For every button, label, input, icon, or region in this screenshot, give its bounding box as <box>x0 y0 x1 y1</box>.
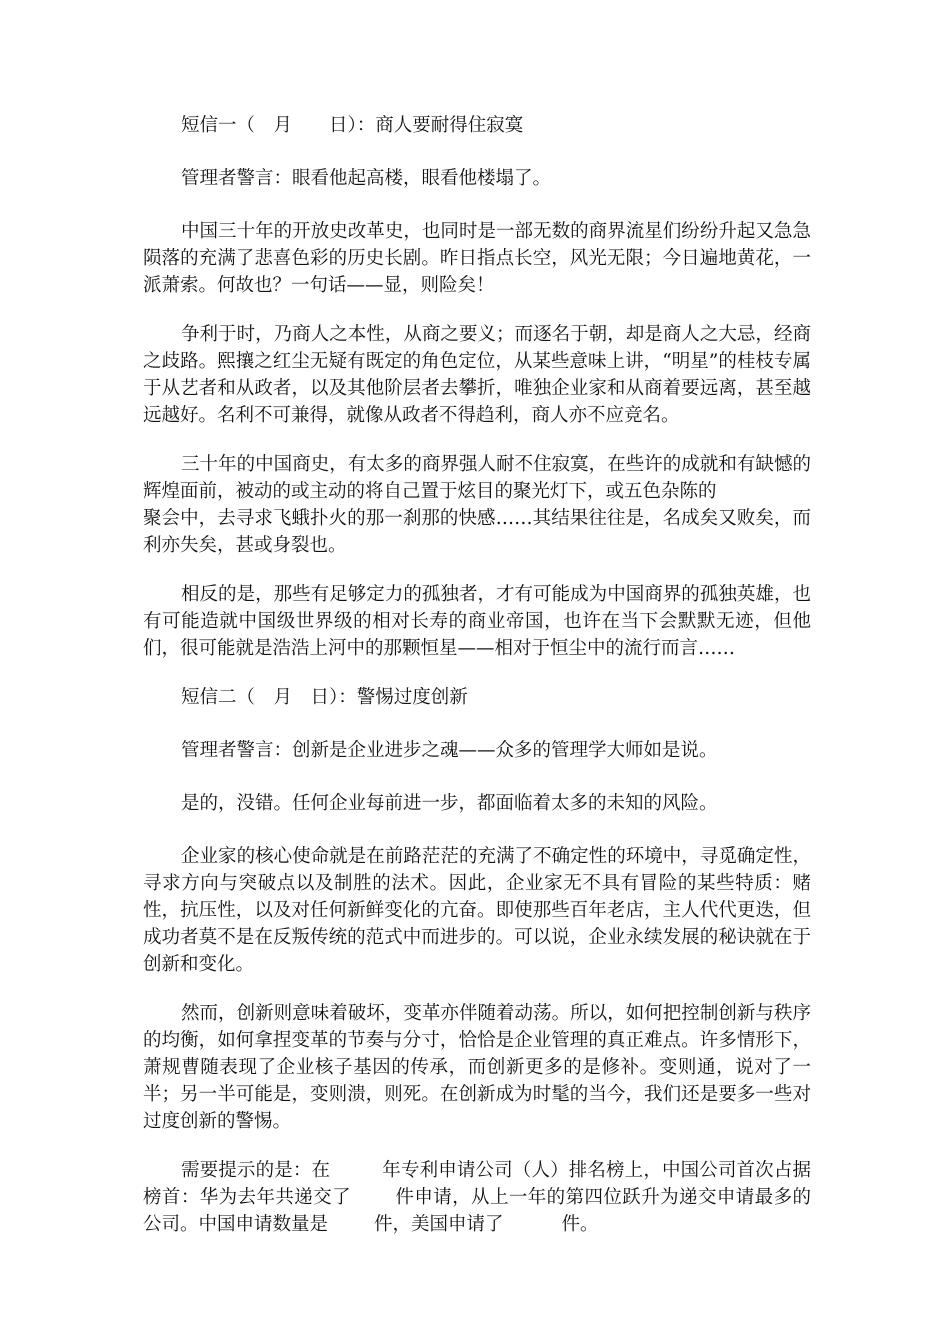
section2-paragraph-4 <box>143 1157 811 1238</box>
section2-paragraph-4-part-c: 件申请，从上一年的第四位跃升为递交申请最多的公司。中国申请数量是 <box>143 1187 811 1235</box>
section1-warning: 管理者警言：眼看他起高楼，眼看他楼塌了。 <box>181 168 552 189</box>
section2-paragraph-4-part-a: 需要提示的是：在 <box>181 1160 331 1181</box>
section1-paragraph-3-part-a: 三十年的中国商史，有太多的商界强人耐不住寂寞，在些许的成就和有缺憾的辉煌面前，被动的或主动的将自己置于炫目的聚光灯下，或五色杂陈的 <box>143 454 811 502</box>
section2-warning: 管理者警言：创新是企业进步之魂——众多的管理学大师如是说。 <box>181 740 718 761</box>
section1-title: 短信一（ 月 日）：商人要耐得住寂寞 <box>181 115 524 136</box>
section2-paragraph-2: 企业家的核心使命就是在前路茫茫的充满了不确定性的环境中，寻觅确定性，寻求方向与突破点以及制胜的法术。因此，企业家无不具有冒险的某些特质：赌性，抗压性，以及对任何新鲜变化的亢奋。即使那些百年老店，主人代代更迭，但成功者莫不是在反叛传统的范式中而进步的。可以说，企业永续发展的秘诀就在于创新和变化。 <box>143 846 811 975</box>
section2-title: 短信二（ 月 日）：警惕过度创新 <box>181 687 468 708</box>
section1-paragraph-1: 中国三十年的开放史改革史，也同时是一部无数的商界流星们纷纷升起又急急陨落的充满了悲喜色彩的历史长剧。昨日指点长空，风光无限；今日遍地黄花，一派萧索。何故也？一句话——显，则险矣！ <box>143 221 811 296</box>
section2-paragraph-4-part-e: 件。 <box>561 1214 599 1235</box>
section1-paragraph-3 <box>143 451 811 559</box>
document-body <box>143 112 811 1260</box>
section1-paragraph-4: 相反的是，那些有足够定力的孤独者，才有可能成为中国商界的孤独英雄，也有可能造就中国级世界级的相对长寿的商业帝国，也许在当下会默默无迹，但他们，很可能就是浩浩上河中的那颗恒星——相对于恒尘中的流行而言…… <box>143 584 811 659</box>
section2-paragraph-4-part-d: 件，美国申请了 <box>374 1214 504 1235</box>
section2-paragraph-4-part-b: 年专利申请公司（人）排名榜上，中国公司首次占据榜首：华为去年共递交了 <box>143 1160 811 1208</box>
section1-paragraph-3-part-b: 聚会中，去寻求飞蛾扑火的那一刹那的快感……其结果往往是，名成矣又败矣，而利亦失矣，甚或身裂也。 <box>143 508 811 556</box>
section2-paragraph-1: 是的，没错。任何企业每前进一步，都面临着太多的未知的风险。 <box>181 793 718 814</box>
section1-paragraph-2: 争利于时，乃商人之本性，从商之要义；而逐名于朝，却是商人之大忌，经商之歧路。熙攘之红尘无疑有既定的角色定位，从某些意味上讲，“明星”的桂枝专属于从艺者和从政者，以及其他阶层者去攀折，唯独企业家和从商着要远离，甚至越远越好。名利不可兼得，就像从政者不得趋利，商人亦不应竞名。 <box>143 324 811 426</box>
section2-paragraph-3: 然而，创新则意味着破坏，变革亦伴随着动荡。所以，如何把控制创新与秩序的均衡，如何拿捏变革的节奏与分寸，恰恰是企业管理的真正难点。许多情形下，萧规曹随表现了企业核子基因的传承，而创新更多的是修补。变则通，说对了一半；另一半可能是，变则溃，则死。在创新成为时髦的当今，我们还是要多一些对过度创新的警惕。 <box>143 1003 811 1132</box>
